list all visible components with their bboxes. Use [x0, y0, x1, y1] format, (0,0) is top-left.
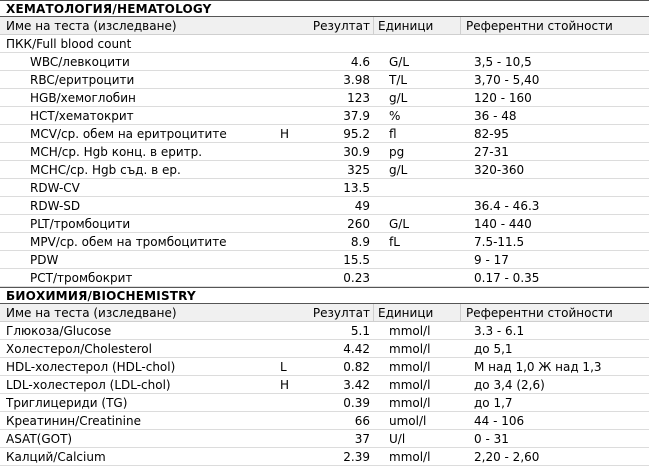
reference-range: 0 - 31: [474, 432, 509, 446]
result-value: 0.82: [343, 360, 370, 374]
reference-range: М над 1,0 Ж над 1,3: [474, 360, 602, 374]
table-header: [0, 304, 649, 322]
reference-range: 7.5-11.5: [474, 235, 525, 249]
result-unit: umol/l: [389, 414, 427, 428]
result-flag: L: [280, 360, 287, 374]
table-row: [0, 89, 649, 107]
header-result: Резултат: [312, 19, 370, 33]
test-name: Калций/Calcium: [6, 450, 106, 464]
table-row: [0, 322, 649, 340]
result-value: 37: [354, 432, 370, 446]
table-row: [0, 53, 649, 71]
result-value: 4.6: [350, 55, 370, 69]
table-row: [0, 197, 649, 215]
result-value: 0.39: [343, 396, 370, 410]
table-row: [0, 161, 649, 179]
table-row: [0, 412, 649, 430]
result-unit: mmol/l: [389, 324, 431, 338]
table-row: [0, 394, 649, 412]
result-value: 260: [347, 217, 370, 231]
test-name: MCHC/ср. Hgb съд. в ер.: [30, 163, 181, 177]
test-name: MPV/ср. обем на тромбоцитите: [30, 235, 227, 249]
result-unit: g/L: [389, 91, 408, 105]
test-name: RBC/еритроцити: [30, 73, 135, 87]
result-unit: %: [389, 109, 401, 123]
table-row: [0, 251, 649, 269]
test-name: HGB/хемоглобин: [30, 91, 136, 105]
table-row: [0, 143, 649, 161]
result-unit: mmol/l: [389, 378, 431, 392]
table-row: [0, 376, 649, 394]
table-row: [0, 233, 649, 251]
result-unit: T/L: [389, 73, 408, 87]
result-value: 66: [354, 414, 370, 428]
reference-range: 140 - 440: [474, 217, 532, 231]
header-test-name: Име на теста (изследване): [6, 19, 177, 33]
result-value: 0.23: [343, 271, 370, 285]
result-value: 3.98: [343, 73, 370, 87]
header-result: Резултат: [312, 306, 370, 320]
reference-range: 27-31: [474, 145, 509, 159]
result-value: 3.42: [343, 378, 370, 392]
result-unit: mmol/l: [389, 342, 431, 356]
result-unit: mmol/l: [389, 360, 431, 374]
result-value: 325: [347, 163, 370, 177]
result-value: 49: [354, 199, 370, 213]
result-unit: fl: [389, 127, 397, 141]
result-flag: H: [280, 127, 290, 141]
column-divider: [373, 304, 374, 321]
reference-range: 9 - 17: [474, 253, 509, 267]
reference-range: 82-95: [474, 127, 509, 141]
results-list: [0, 53, 649, 287]
table-row: [0, 448, 649, 466]
reference-range: до 5,1: [474, 342, 513, 356]
result-value: 8.9: [350, 235, 370, 249]
table-row: [0, 179, 649, 197]
test-name: ASAT(GOT): [6, 432, 73, 446]
table-row: [0, 430, 649, 448]
table-row: [0, 215, 649, 233]
table-row: [0, 340, 649, 358]
result-unit: G/L: [389, 55, 410, 69]
reference-range: 120 - 160: [474, 91, 532, 105]
table-row: [0, 71, 649, 89]
result-value: 4.42: [343, 342, 370, 356]
result-value: 15.5: [343, 253, 370, 267]
test-name: PCT/тромбокрит: [30, 271, 133, 285]
header-test-name: Име на теста (изследване): [6, 306, 177, 320]
result-value: 5.1: [350, 324, 370, 338]
result-unit: mmol/l: [389, 450, 431, 464]
results-list: [0, 322, 649, 466]
table-header: [0, 17, 649, 35]
test-name: HCT/хематокрит: [30, 109, 134, 123]
reference-range: 36 - 48: [474, 109, 517, 123]
header-units: Единици: [378, 19, 434, 33]
test-name: Глюкоза/Glucose: [6, 324, 112, 338]
test-name: Холестерол/Cholesterol: [6, 342, 152, 356]
result-unit: mmol/l: [389, 396, 431, 410]
reference-range: 3,70 - 5,40: [474, 73, 540, 87]
result-unit: pg: [389, 145, 405, 159]
reference-range: 44 - 106: [474, 414, 525, 428]
group-label: ПКК/Full blood count: [0, 35, 649, 53]
reference-range: 3.3 - 6.1: [474, 324, 525, 338]
result-value: 13.5: [343, 181, 370, 195]
result-value: 123: [347, 91, 370, 105]
reference-range: до 1,7: [474, 396, 513, 410]
test-name: MCV/ср. обем на еритроцитите: [30, 127, 227, 141]
test-name: RDW-CV: [30, 181, 80, 195]
result-unit: G/L: [389, 217, 410, 231]
column-divider: [373, 17, 374, 34]
result-value: 37.9: [343, 109, 370, 123]
test-name: WBC/левкоцити: [30, 55, 130, 69]
table-row: [0, 269, 649, 287]
test-name: HDL-холестерол (HDL-chol): [6, 360, 176, 374]
table-row: [0, 107, 649, 125]
test-name: PDW: [30, 253, 59, 267]
reference-range: 320-360: [474, 163, 525, 177]
header-units: Единици: [378, 306, 434, 320]
reference-range: 36.4 - 46.3: [474, 199, 540, 213]
reference-range: до 3,4 (2,6): [474, 378, 545, 392]
table-row: [0, 125, 649, 143]
test-name: PLT/тромбоцити: [30, 217, 131, 231]
test-name: Триглицериди (TG): [6, 396, 128, 410]
section-biochemistry: [0, 287, 649, 466]
column-divider: [460, 17, 461, 34]
result-unit: g/L: [389, 163, 408, 177]
test-name: LDL-холестерол (LDL-chol): [6, 378, 171, 392]
test-name: Креатинин/Creatinine: [6, 414, 141, 428]
result-flag: H: [280, 378, 290, 392]
result-unit: U/l: [389, 432, 406, 446]
result-value: 2.39: [343, 450, 370, 464]
test-name: MCH/ср. Hgb конц. в еритр.: [30, 145, 203, 159]
reference-range: 0.17 - 0.35: [474, 271, 540, 285]
reference-range: 3,5 - 10,5: [474, 55, 532, 69]
result-unit: fL: [389, 235, 400, 249]
reference-range: 2,20 - 2,60: [474, 450, 540, 464]
column-divider: [460, 304, 461, 321]
test-name: RDW-SD: [30, 199, 81, 213]
section-title: БИОХИМИЯ/BIOCHEMISTRY: [0, 287, 649, 304]
section-title: ХЕМАТОЛОГИЯ/HEMATOLOGY: [0, 0, 649, 17]
table-row: [0, 358, 649, 376]
header-reference: Референтни стойности: [466, 306, 613, 320]
result-value: 95.2: [343, 127, 370, 141]
result-value: 30.9: [343, 145, 370, 159]
header-reference: Референтни стойности: [466, 19, 613, 33]
